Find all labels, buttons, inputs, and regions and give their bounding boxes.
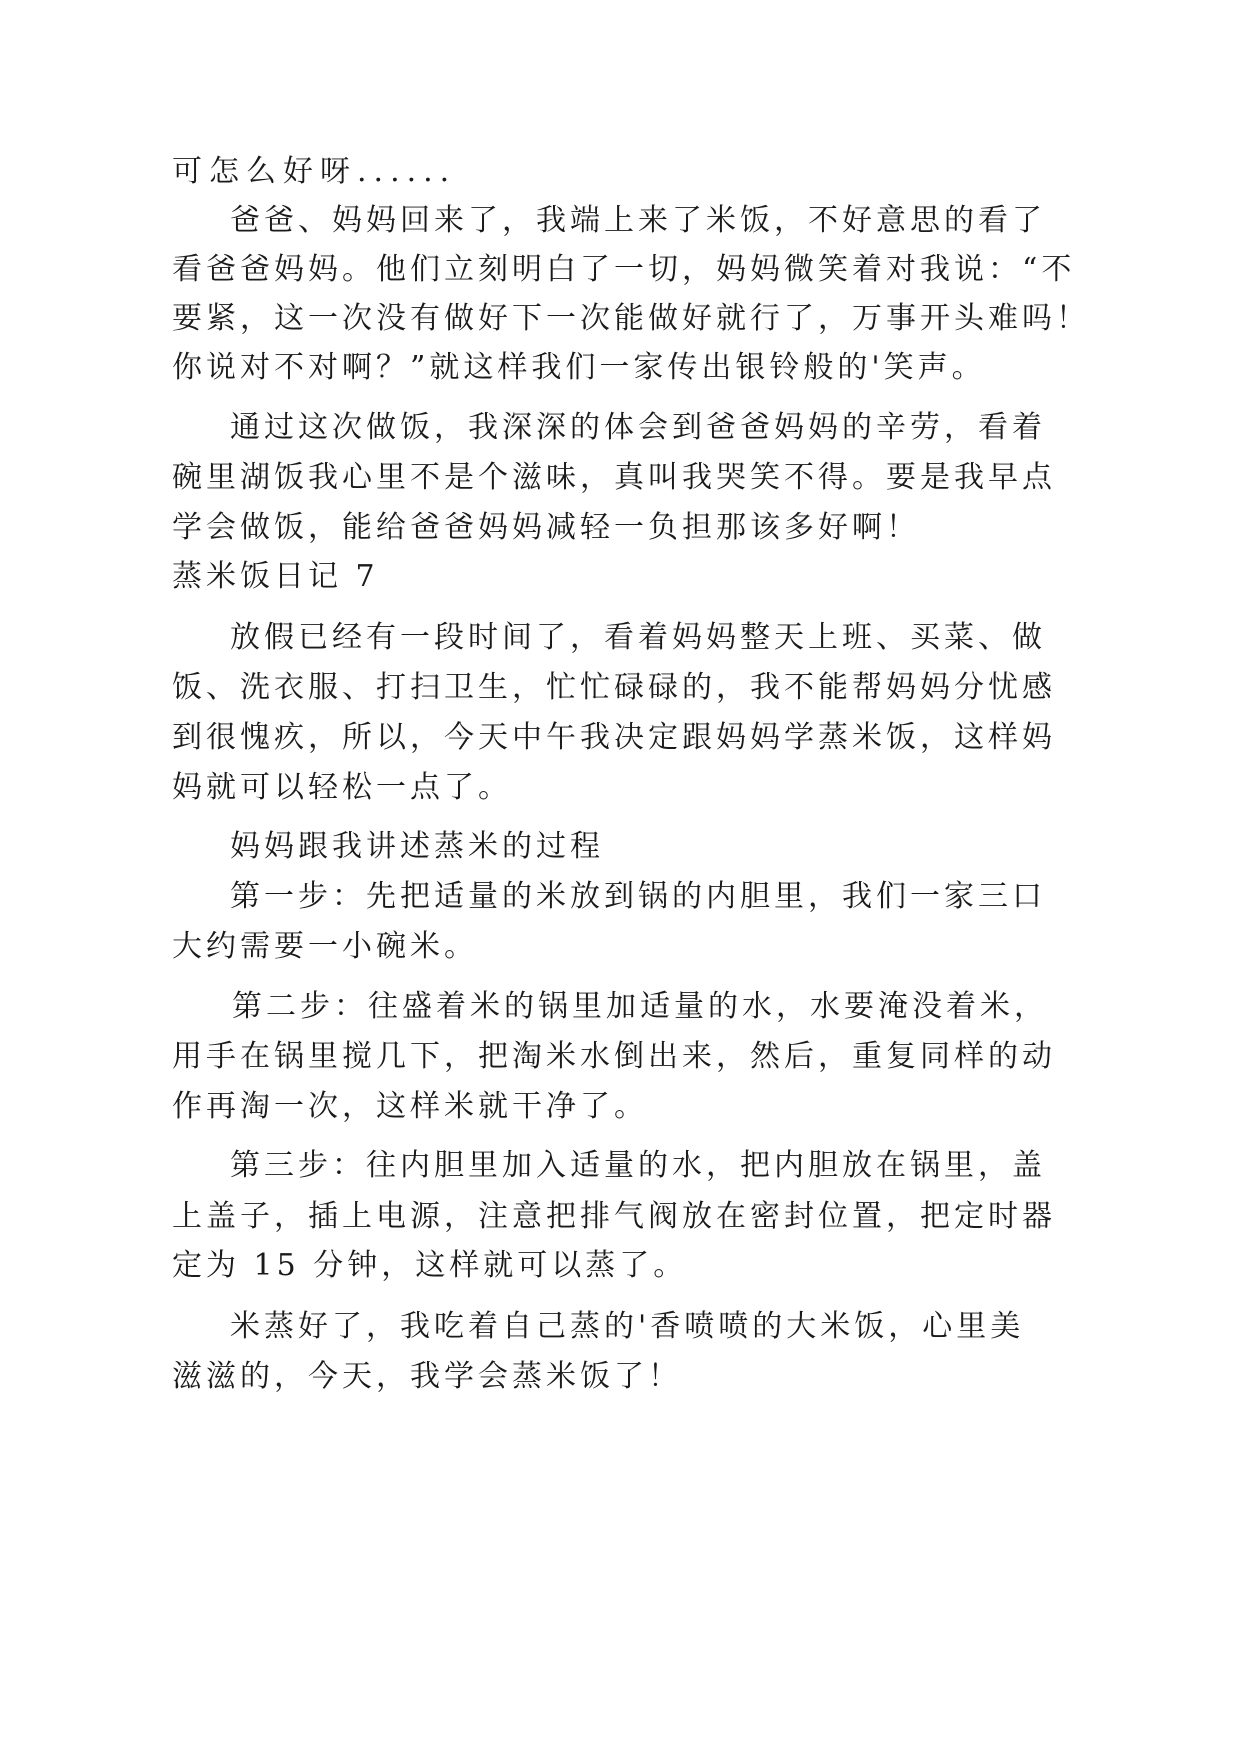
section-heading: 蒸米饭日记 7 [172, 559, 379, 594]
text-line: 放假已经有一段时间了，看着妈妈整天上班、买菜、做 [230, 620, 1046, 655]
text-line: 学会做饭，能给爸爸妈妈减轻一负担那该多好啊！ [172, 510, 920, 545]
text-line: 看爸爸妈妈。他们立刻明白了一切，妈妈微笑着对我说：“不 [172, 252, 1076, 287]
text-line: 用手在锅里搅几下，把淘米水倒出来，然后，重复同样的动 [172, 1039, 1056, 1074]
text-line: 大约需要一小碗米。 [172, 929, 478, 964]
text-line: 第三步：往内胆里加入适量的水，把内胆放在锅里，盖 [230, 1148, 1046, 1183]
text-line: 要紧，这一次没有做好下一次能做好就行了，万事开头难吗！ [172, 301, 1090, 336]
text-line: 可怎么好呀...... [172, 154, 457, 189]
text-line: 到很愧疚，所以，今天中午我决定跟妈妈学蒸米饭，这样妈 [172, 720, 1056, 755]
text-line: 碗里湖饭我心里不是个滋味，真叫我哭笑不得。要是我早点 [172, 460, 1056, 495]
text-line: 你说对不对啊？”就这样我们一家传出银铃般的'笑声。 [172, 350, 986, 385]
text-line: 第一步：先把适量的米放到锅的内胆里，我们一家三口 [230, 879, 1046, 914]
text-line: 通过这次做饭，我深深的体会到爸爸妈妈的辛劳，看着 [230, 410, 1046, 445]
text-line: 妈就可以轻松一点了。 [172, 770, 512, 805]
text-line: 滋滋的，今天，我学会蒸米饭了！ [172, 1359, 682, 1394]
text-line: 定为 15 分钟，这样就可以蒸了。 [172, 1248, 688, 1283]
text-line: 爸爸、妈妈回来了，我端上来了米饭，不好意思的看了 [230, 203, 1046, 238]
text-line: 作再淘一次，这样米就干净了。 [172, 1089, 648, 1124]
text-line: 米蒸好了，我吃着自己蒸的'香喷喷的大米饭，心里美 [230, 1309, 1025, 1344]
text-line: 第二步：往盛着米的锅里加适量的水，水要淹没着米， [232, 989, 1048, 1024]
text-line: 饭、洗衣服、打扫卫生，忙忙碌碌的，我不能帮妈妈分忧感 [172, 670, 1056, 705]
text-line: 妈妈跟我讲述蒸米的过程 [230, 829, 604, 864]
text-line: 上盖子，插上电源，注意把排气阀放在密封位置，把定时器 [172, 1199, 1056, 1234]
